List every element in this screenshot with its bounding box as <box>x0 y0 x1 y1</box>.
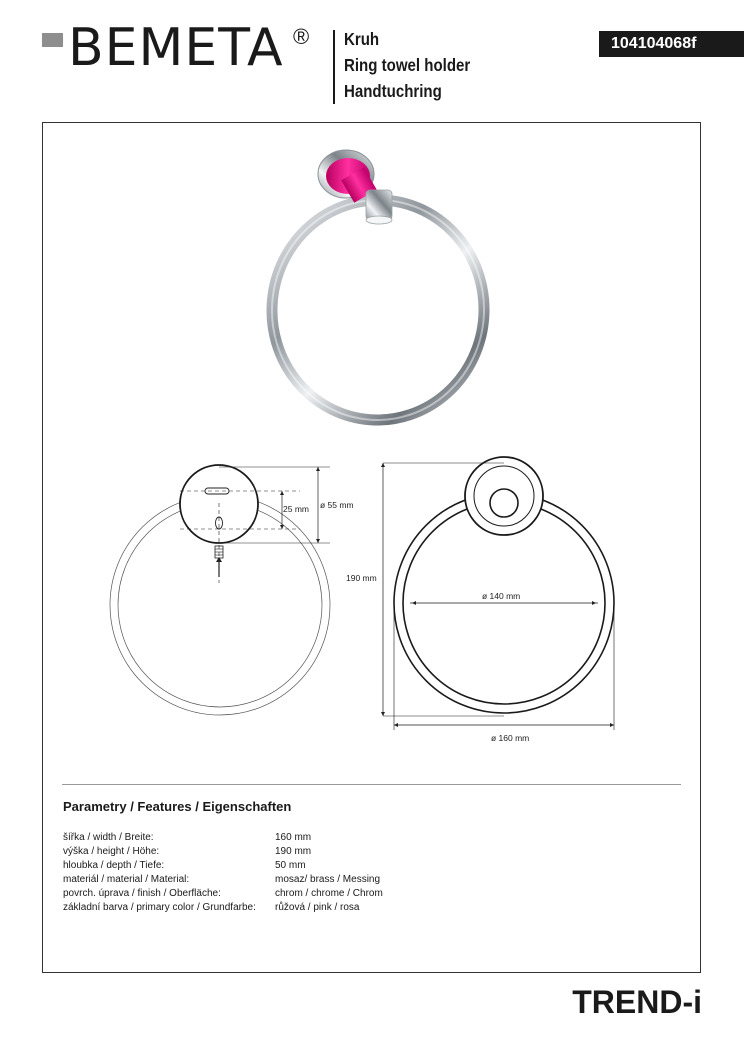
product-titles <box>344 26 470 104</box>
spec-row <box>63 859 383 873</box>
registered-mark: ® <box>293 24 310 49</box>
title-en: Ring towel holder <box>344 55 471 75</box>
spec-label: materiál / material / Material: <box>63 874 190 885</box>
section-divider <box>62 784 681 785</box>
spec-value: mosaz/ brass / Messing <box>275 874 381 885</box>
product-code: 104104068f <box>599 31 744 57</box>
spec-value: 190 mm <box>275 846 312 857</box>
spec-value: růžová / pink / rosa <box>275 902 360 913</box>
spec-label: základní barva / primary color / Grundfarbe: <box>63 902 256 913</box>
dim-mount-diameter: ø 55 mm <box>320 500 354 510</box>
logo-mark <box>42 33 63 47</box>
features-title: Parametry / Features / Eigenschaften <box>63 799 292 814</box>
product-image <box>250 140 510 430</box>
title-cz: Kruh <box>344 29 380 49</box>
spec-row <box>63 901 383 915</box>
spec-label: povrch. úprava / finish / Oberfläche: <box>63 888 221 899</box>
spec-value: 50 mm <box>275 860 306 871</box>
title-de: Handtuchring <box>344 81 442 101</box>
dim-ring-diameter: ø 140 mm <box>482 591 521 601</box>
spec-row <box>63 873 383 887</box>
spec-value: chrom / chrome / Chrom <box>275 888 383 899</box>
title-divider <box>333 30 335 104</box>
spec-row <box>63 887 383 901</box>
features-table <box>63 831 383 915</box>
technical-drawing <box>100 455 660 755</box>
spec-label: šířka / width / Breite: <box>63 832 154 843</box>
dim-height: 190 mm <box>346 573 377 583</box>
brand-logo: BEMETA <box>68 18 284 78</box>
mounting-view <box>110 465 330 715</box>
dim-width: ø 160 mm <box>491 733 530 743</box>
series-name: TREND-i <box>572 984 702 1020</box>
spec-label: výška / height / Höhe: <box>63 846 160 857</box>
spec-value: 160 mm <box>275 832 312 843</box>
spec-row <box>63 831 383 845</box>
spec-label: hloubka / depth / Tiefe: <box>63 860 165 871</box>
dim-hole-distance: 25 mm <box>283 504 309 514</box>
spec-row <box>63 845 383 859</box>
